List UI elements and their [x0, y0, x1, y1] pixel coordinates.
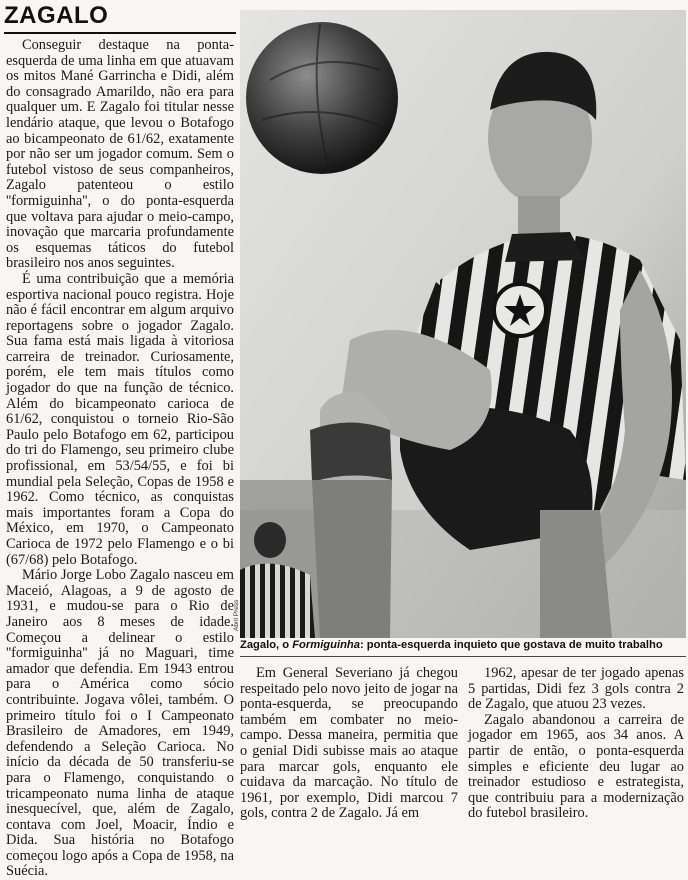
caption-rule [240, 656, 686, 657]
left-text-column [6, 37, 234, 880]
middle-text-column [240, 665, 458, 822]
right-paragraph-1: 1962, apesar de ter jogado apenas 5 partidas, Didi fez 3 gols contra 2 de Zagalo, que atuou 23 vezes. [468, 665, 684, 713]
photo-credit: Abril Press [233, 599, 240, 631]
caption-nickname: Formiguinha [292, 639, 360, 651]
article-headline: ZAGALO [4, 2, 109, 29]
middle-paragraph: Em General Severiano já chegou respeitado pelo novo jeito de jogar na ponta-esquerda, se preocupando também em combater no meio-campo. Dessa maneira, permitia que o genial Didi subisse mais ao ataque para marcar gols, enquanto ele cuidava da marcação. No título de 1961, por exemplo, Didi marcou 7 gols, contra 2 de Zagalo. Já em [240, 665, 458, 822]
right-text-column [468, 665, 684, 822]
photo-illustration [240, 10, 686, 638]
caption-description: : ponta-esquerda inquieto que gostava de muito trabalho [359, 639, 663, 651]
paragraph-1: Conseguir destaque na ponta-esquerda de uma linha em que atuavam os mitos Mané Garrincha e Didi, além do consagrado Amarildo, não era para qualquer um. E Zagalo foi titular nesse lendário ataque, que levou o Botafogo ao bicampeonato de 61/62, exatamente por não ser um jogador comum. Sem o futebol vistoso de seus companheiros, Zagalo patenteou o estilo ''formiguinha'', o do ponta-esquerda que voltava para ajudar o meio-campo, inovação que marcaria profundamente os esquemas táticos do futebol brasileiro nos anos seguintes. [6, 37, 234, 272]
photo-caption [240, 639, 686, 655]
football [246, 22, 398, 174]
caption-name: Zagalo, o [240, 639, 293, 651]
player-photo [240, 10, 686, 638]
paragraph-2: É uma contribuição que a memória esportiva nacional pouco registra. Hoje não é fácil encontrar em algum arquivo reportagens sobre o jogador Zagalo. Sua fama está mais ligada à vitoriosa carreira de treinador. Curiosamente, porém, ele tem mais títulos como jogador do que na função de técnico. Além do bicampeonato carioca de 61/62, conquistou o torneio Rio-São Paulo pelo Botafogo em 62, participou do tri do Flamengo, seu primeiro clube profissional, em 53/54/55, e foi bi mundial pela Seleção, Copas de 1958 e 1962. Como técnico, as conquistas mais importantes foram a Copa do México, em 1970, o Campeonato Carioca de 1972 pelo Flamengo e o bi (67/68) pelo Botafogo. [6, 270, 234, 568]
headline-rule [4, 32, 236, 34]
right-paragraph-2: Zagalo abandonou a carreira de jogador em 1965, aos 34 anos. A partir de então, o ponta-esquerda simples e eficiente deu lugar ao treinador estudioso e estrategista, que contribuiu para a modernização do futebol brasileiro. [468, 711, 684, 822]
paragraph-3: Mário Jorge Lobo Zagalo nasceu em Maceió, Alagoas, a 9 de agosto de 1931, e mudou-se para o Rio de Janeiro aos 8 meses de idade. Começou a delinear o estilo ''formiguinha'' já no Maguari, time amador que defendia. Em 1943 entrou para o América como sócio contribuinte. Jogava vôlei, também. O primeiro título foi o I Campeonato Brasileiro de Amadores, em 1949, defendendo a Seleção Carioca. No início da década de 50 transferiu-se para o Flamengo, conquistando o tricampeonato numa linha de ataque inesquecível, que, além de Zagalo, contava com Joel, Moacir, Índio e Dida. Sua história no Botafogo começou logo após a Copa de 1958, na Suécia. [6, 567, 234, 880]
